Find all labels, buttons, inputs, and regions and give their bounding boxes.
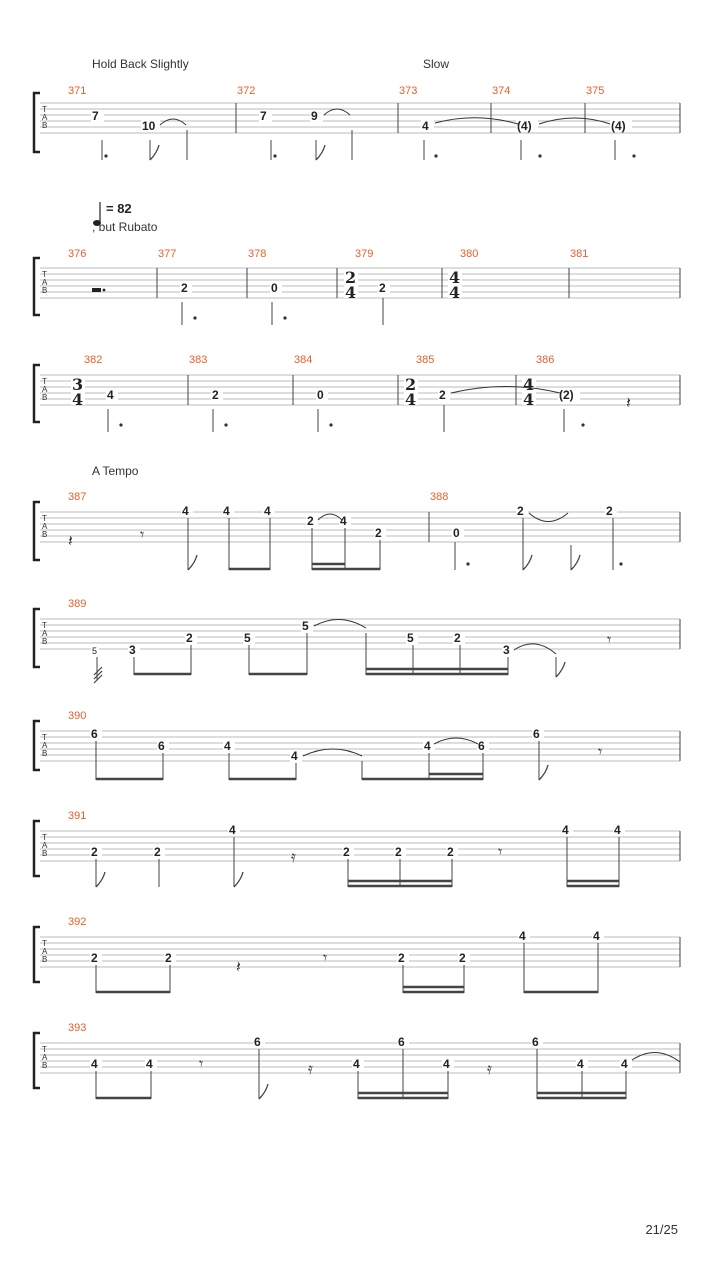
eighth-rest: 𝄾 xyxy=(199,1054,204,1073)
time-signature-bottom: 4 xyxy=(449,283,461,302)
svg-text:A: A xyxy=(42,841,48,850)
eighth-rest: 𝄾 xyxy=(607,630,612,649)
measure-number: 373 xyxy=(399,85,418,97)
fret-number: 2 xyxy=(165,951,172,965)
time-signature-top: 3 xyxy=(72,375,84,394)
fret-number: 4 xyxy=(146,1057,153,1071)
svg-text:A: A xyxy=(42,278,48,287)
measure-number: 384 xyxy=(294,354,313,366)
fret-number: 6 xyxy=(158,739,165,753)
time-signature-bottom: 4 xyxy=(345,283,357,302)
fret-number: 4 xyxy=(264,504,271,518)
fret-number: 5 xyxy=(302,619,309,633)
tab-system-3 xyxy=(34,354,680,432)
svg-text:B: B xyxy=(42,530,48,539)
svg-text:A: A xyxy=(42,385,48,394)
fret-number: 2 xyxy=(375,526,382,540)
half-rest xyxy=(92,288,101,292)
time-signature-top: 4 xyxy=(523,375,535,394)
eighth-rest: 𝄾 xyxy=(140,525,145,544)
svg-text:A: A xyxy=(42,522,48,531)
sixteenth-rest: 𝄿 xyxy=(308,1059,313,1078)
fret-number: 3 xyxy=(129,643,136,657)
svg-text:B: B xyxy=(42,393,48,402)
sixteenth-rest: 𝄿 xyxy=(487,1059,492,1078)
svg-text:T: T xyxy=(42,270,47,279)
grace-note: 5 xyxy=(92,646,98,656)
measure-number: 385 xyxy=(416,354,435,366)
time-signature-bottom: 4 xyxy=(72,390,84,409)
hold-back-annotation: Hold Back Slightly xyxy=(92,57,189,71)
tab-system-8 xyxy=(34,916,680,993)
svg-text:T: T xyxy=(42,939,47,948)
time-signature-bottom: 4 xyxy=(405,390,417,409)
fret-number: 2 xyxy=(307,514,314,528)
fret-number: 3 xyxy=(503,643,510,657)
fret-number: 4 xyxy=(422,119,429,133)
fret-number: 2 xyxy=(454,631,461,645)
time-signature-top: 2 xyxy=(345,268,357,287)
tab-system-4 xyxy=(34,491,680,570)
rubato-annotation: , but Rubato xyxy=(92,220,158,234)
fret-number: 2 xyxy=(395,845,402,859)
fret-number: 4 xyxy=(562,823,569,837)
fret-number: (2) xyxy=(559,388,574,402)
svg-text:B: B xyxy=(42,1061,48,1070)
tab-system-6 xyxy=(34,710,680,780)
measure-number: 383 xyxy=(189,354,208,366)
quarter-rest: 𝄽 xyxy=(626,393,631,412)
fret-number: 4 xyxy=(291,749,298,763)
svg-text:B: B xyxy=(42,121,48,130)
eighth-rest: 𝄾 xyxy=(498,842,503,861)
measure-number: 378 xyxy=(248,248,267,260)
svg-text:B: B xyxy=(42,286,48,295)
tab-system-7 xyxy=(34,810,680,887)
measure-number: 386 xyxy=(536,354,555,366)
fret-number: 7 xyxy=(260,109,267,123)
sixteenth-rest: 𝄿 xyxy=(291,847,296,866)
svg-text:B: B xyxy=(42,849,48,858)
measure-number: 382 xyxy=(84,354,103,366)
fret-number: 2 xyxy=(459,951,466,965)
fret-number: 0 xyxy=(317,388,324,402)
fret-number: 2 xyxy=(343,845,350,859)
page-number: 21/25 xyxy=(645,1222,678,1237)
svg-text:T: T xyxy=(42,105,47,114)
slow-annotation: Slow xyxy=(423,57,450,71)
fret-number: 2 xyxy=(398,951,405,965)
tempo-marking xyxy=(92,201,158,234)
measure-number: 392 xyxy=(68,916,87,928)
a-tempo-annotation: A Tempo xyxy=(92,464,139,478)
fret-number: 0 xyxy=(453,526,460,540)
fret-number: 4 xyxy=(424,739,431,753)
fret-number: (4) xyxy=(611,119,626,133)
fret-number: 9 xyxy=(311,109,318,123)
fret-number: 2 xyxy=(517,504,524,518)
fret-number: 5 xyxy=(407,631,414,645)
fret-number: 10 xyxy=(142,119,156,133)
quarter-rest: 𝄽 xyxy=(236,957,241,976)
fret-number: 2 xyxy=(91,951,98,965)
fret-number: 4 xyxy=(621,1057,628,1071)
fret-number: 4 xyxy=(519,929,526,943)
tab-system-1 xyxy=(34,85,680,160)
svg-text:A: A xyxy=(42,113,48,122)
fret-number: 4 xyxy=(443,1057,450,1071)
svg-text:T: T xyxy=(42,377,47,386)
measure-number: 377 xyxy=(158,248,177,260)
measure-number: 387 xyxy=(68,491,87,503)
time-signature-top: 2 xyxy=(405,375,417,394)
fret-number: 6 xyxy=(91,727,98,741)
quarter-rest: 𝄽 xyxy=(68,531,73,550)
fret-number: 5 xyxy=(244,631,251,645)
fret-number: 4 xyxy=(577,1057,584,1071)
fret-number: 2 xyxy=(439,388,446,402)
measure-number: 375 xyxy=(586,85,605,97)
tempo-value: = 82 xyxy=(106,201,132,216)
svg-text:B: B xyxy=(42,637,48,646)
fret-number: 4 xyxy=(614,823,621,837)
fret-number: 4 xyxy=(182,504,189,518)
svg-text:T: T xyxy=(42,621,47,630)
fret-number: 4 xyxy=(340,514,347,528)
time-signature-bottom: 4 xyxy=(523,390,535,409)
fret-number: (4) xyxy=(517,119,532,133)
measure-number: 391 xyxy=(68,810,87,822)
measure-number: 388 xyxy=(430,491,449,503)
measure-number: 371 xyxy=(68,85,87,97)
fret-number: 6 xyxy=(532,1035,539,1049)
fret-number: 2 xyxy=(379,281,386,295)
fret-number: 2 xyxy=(212,388,219,402)
svg-text:B: B xyxy=(42,955,48,964)
fret-number: 4 xyxy=(229,823,236,837)
measure-number: 379 xyxy=(355,248,374,260)
measure-number: 372 xyxy=(237,85,256,97)
svg-text:T: T xyxy=(42,514,47,523)
fret-number: 4 xyxy=(353,1057,360,1071)
fret-number: 6 xyxy=(254,1035,261,1049)
fret-number: 4 xyxy=(107,388,114,402)
eighth-rest: 𝄾 xyxy=(598,742,603,761)
measure-number: 393 xyxy=(68,1022,87,1034)
tab-system-5 xyxy=(34,598,680,683)
svg-text:A: A xyxy=(42,1053,48,1062)
fret-number: 4 xyxy=(224,739,231,753)
tab-system-2 xyxy=(34,248,680,325)
measure-number: 381 xyxy=(570,248,589,260)
measure-number: 376 xyxy=(68,248,87,260)
measure-number: 374 xyxy=(492,85,511,97)
time-signature-top: 4 xyxy=(449,268,461,287)
measure-number: 389 xyxy=(68,598,87,610)
svg-text:T: T xyxy=(42,733,47,742)
svg-text:A: A xyxy=(42,629,48,638)
svg-text:A: A xyxy=(42,741,48,750)
measure-number: 380 xyxy=(460,248,479,260)
measure-number: 390 xyxy=(68,710,87,722)
fret-number: 4 xyxy=(593,929,600,943)
svg-text:T: T xyxy=(42,1045,47,1054)
fret-number: 2 xyxy=(154,845,161,859)
svg-text:A: A xyxy=(42,947,48,956)
fret-number: 6 xyxy=(478,739,485,753)
tab-system-9 xyxy=(34,1022,680,1099)
fret-number: 2 xyxy=(447,845,454,859)
svg-text:B: B xyxy=(42,749,48,758)
fret-number: 7 xyxy=(92,109,99,123)
fret-number: 2 xyxy=(186,631,193,645)
eighth-rest: 𝄾 xyxy=(323,948,328,967)
fret-number: 4 xyxy=(91,1057,98,1071)
svg-text:T: T xyxy=(42,833,47,842)
fret-number: 2 xyxy=(606,504,613,518)
fret-number: 2 xyxy=(181,281,188,295)
fret-number: 6 xyxy=(398,1035,405,1049)
fret-number: 0 xyxy=(271,281,278,295)
fret-number: 2 xyxy=(91,845,98,859)
fret-number: 6 xyxy=(533,727,540,741)
fret-number: 4 xyxy=(223,504,230,518)
